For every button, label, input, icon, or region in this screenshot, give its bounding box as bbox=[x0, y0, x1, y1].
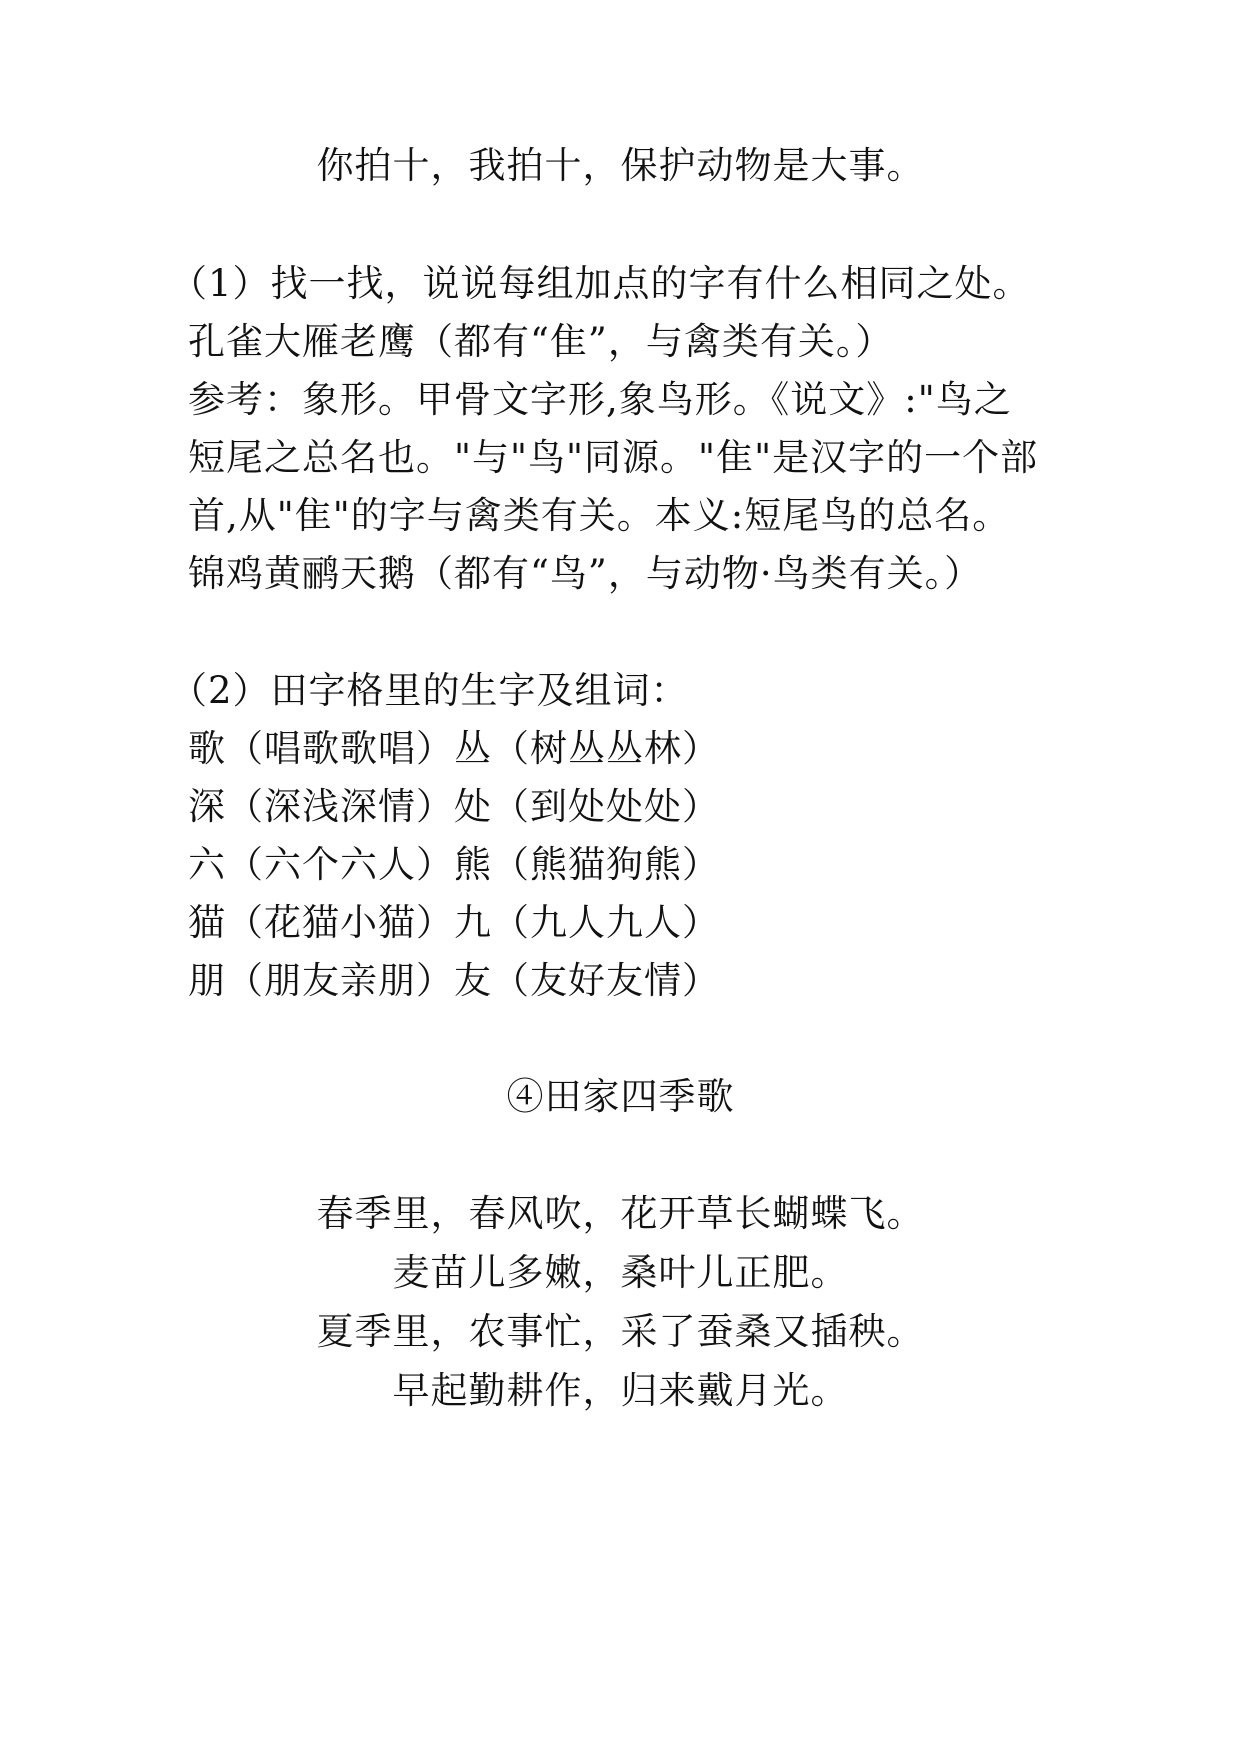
section1-line: 孔雀大雁老鹰（都有“隹”，与禽类有关。） bbox=[188, 320, 894, 363]
section1-line: 参考：象形。甲骨文字形,象鸟形。《说文》:"鸟之 bbox=[188, 378, 1012, 421]
poem-line: 春季里，春风吹，花开草长蝴蝶飞。 bbox=[316, 1192, 925, 1235]
section2-heading: （2）田字格里的生字及组词： bbox=[170, 669, 689, 712]
section1-heading: （1）找一找，说说每组加点的字有什么相同之处。 bbox=[170, 262, 1031, 305]
vocab-line: 朋（朋友亲朋）友（友好友情） bbox=[188, 959, 720, 1002]
poem-line: 夏季里，农事忙，采了蚕桑又插秧。 bbox=[316, 1310, 925, 1353]
vocab-line: 猫（花猫小猫）九（九人九人） bbox=[188, 901, 720, 944]
vocab-line: 六（六个六人）熊（熊猫狗熊） bbox=[188, 843, 720, 886]
vocab-line: 深（深浅深情）处（到处处处） bbox=[188, 785, 720, 828]
poem-line: 早起勤耕作，归来戴月光。 bbox=[392, 1369, 849, 1412]
poem-line: 麦苗儿多嫩，桑叶儿正肥。 bbox=[392, 1251, 849, 1294]
poem-title: ④田家四季歌 bbox=[506, 1075, 735, 1118]
section1-line: 短尾之总名也。"与"鸟"同源。"隹"是汉字的一个部 bbox=[188, 436, 1039, 479]
vocab-line: 歌（唱歌歌唱）丛（树丛丛林） bbox=[188, 727, 720, 770]
section1-line: 首,从"隹"的字与禽类有关。本义:短尾鸟的总名。 bbox=[188, 494, 1011, 537]
intro-line: 你拍十，我拍十，保护动物是大事。 bbox=[316, 144, 925, 187]
section1-line: 锦鸡黄鹂天鹅（都有“鸟”，与动物·鸟类有关。） bbox=[188, 552, 983, 595]
